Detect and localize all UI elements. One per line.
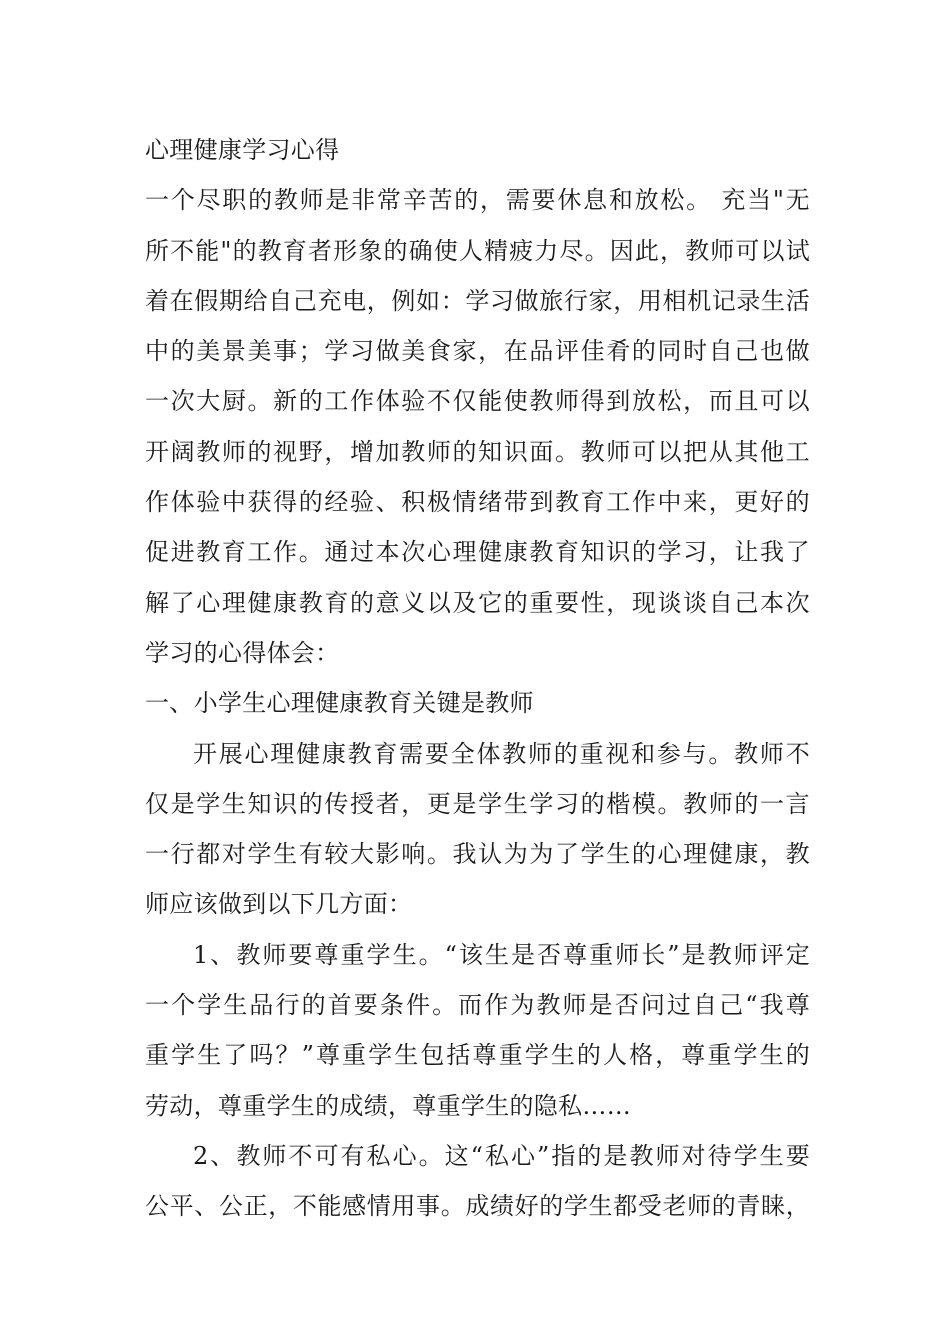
text-line: 解了心理健康教育的意义以及它的重要性，现谈谈自己本次 xyxy=(145,588,810,617)
text-line: 劳动，尊重学生的成绩，尊重学生的隐私…… xyxy=(145,1091,631,1120)
text-line: 公平、公正，不能感情用事。成绩好的学生都受老师的青睐， xyxy=(145,1192,810,1221)
text-line: 一个尽职的教师是非常辛苦的，需要休息和放松。 充当"无 xyxy=(145,186,810,215)
section1-paragraph xyxy=(145,729,810,930)
text-line: 开阔教师的视野，增加教师的知识面。教师可以把从其他工 xyxy=(145,437,810,466)
text-line: 仅是学生知识的传授者，更是学生学习的楷模。教师的一言 xyxy=(145,789,810,818)
text-line: 1、教师要尊重学生。“该生是否尊重师长”是教师评定 xyxy=(193,940,810,969)
text-line: 重学生了吗？”尊重学生包括尊重学生的人格，尊重学生的 xyxy=(145,1041,810,1070)
text-line: 学习的心得体会： xyxy=(145,638,340,667)
point2-paragraph xyxy=(145,1131,810,1232)
section-heading: 一、小学生心理健康教育关键是教师 xyxy=(145,689,534,718)
document-page xyxy=(145,125,810,1232)
text-line: 作体验中获得的经验、积极情绪带到教育工作中来，更好的 xyxy=(145,488,810,517)
text-line: 一个学生品行的首要条件。而作为教师是否问过自己“我尊 xyxy=(145,991,810,1020)
intro-paragraph xyxy=(145,175,810,678)
text-line: 一行都对学生有较大影响。我认为为了学生的心理健康，教 xyxy=(145,840,810,869)
point1-paragraph xyxy=(145,930,810,1131)
text-line: 着在假期给自己充电，例如：学习做旅行家，用相机记录生活 xyxy=(145,286,810,315)
document-title: 心理健康学习心得 xyxy=(145,136,340,164)
text-line: 所不能"的教育者形象的确使人精疲力尽。因此，教师可以试 xyxy=(145,236,810,265)
text-line: 师应该做到以下几方面： xyxy=(145,890,413,919)
text-line: 开展心理健康教育需要全体教师的重视和参与。教师不 xyxy=(193,739,810,768)
text-line: 2、教师不可有私心。这“私心”指的是教师对待学生要 xyxy=(193,1141,810,1170)
text-line: 促进教育工作。通过本次心理健康教育知识的学习，让我了 xyxy=(145,538,810,567)
text-line: 一次大厨。新的工作体验不仅能使教师得到放松，而且可以 xyxy=(145,387,810,416)
text-line: 中的美景美事；学习做美食家，在品评佳肴的同时自己也做 xyxy=(145,337,810,366)
